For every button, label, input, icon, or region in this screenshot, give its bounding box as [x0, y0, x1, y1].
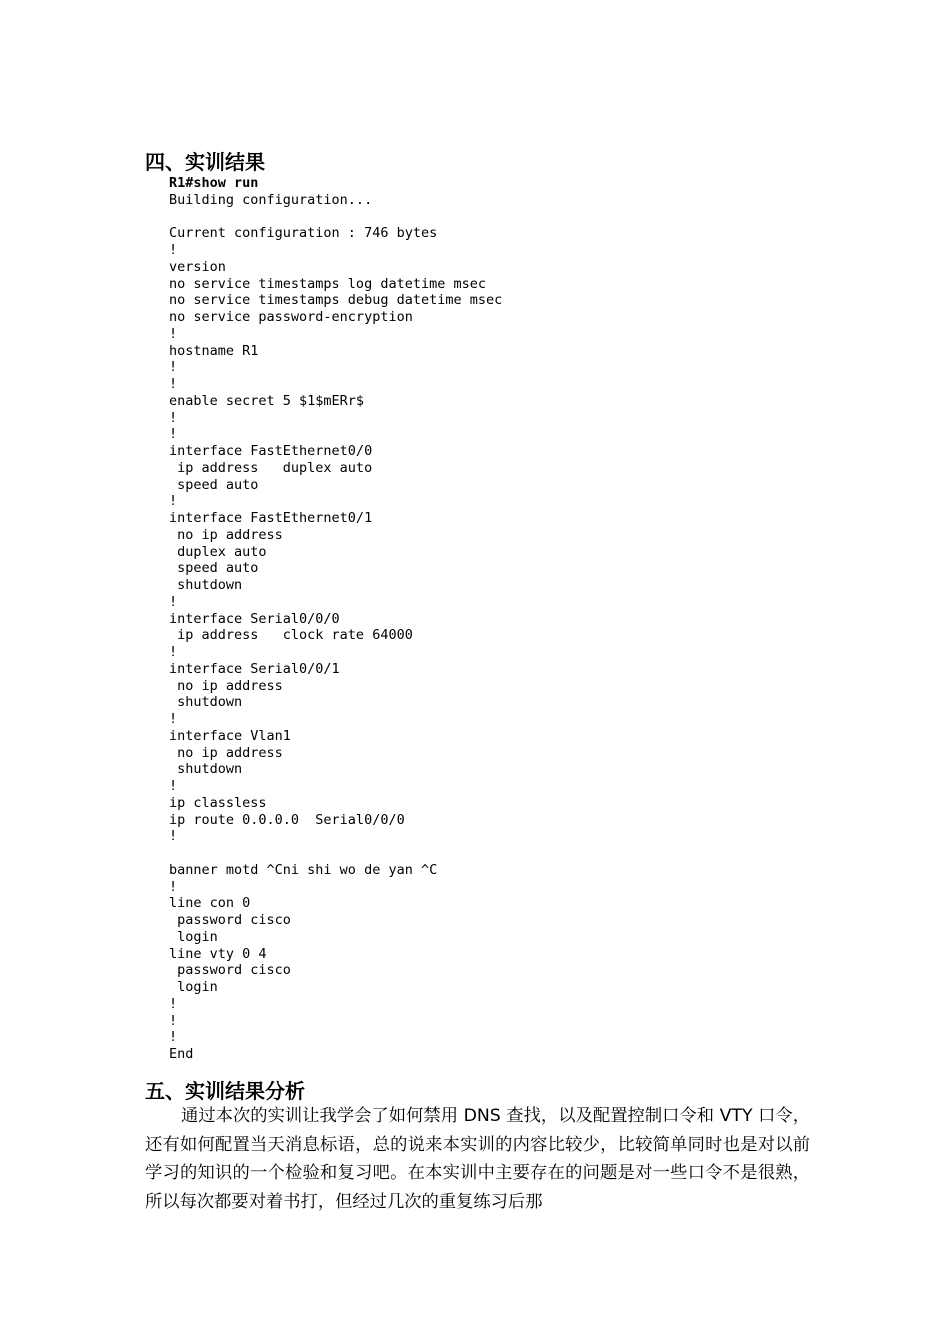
config-line: shutdown: [169, 694, 243, 711]
config-line: no ip address: [169, 526, 283, 543]
config-line: !: [169, 359, 178, 376]
config-line: duplex auto: [169, 543, 267, 560]
config-line: ip address clock rate 64000: [169, 627, 413, 644]
config-line: Current configuration : 746 bytes: [169, 225, 438, 242]
config-line: no service password-encryption: [169, 309, 413, 325]
config-line: login: [169, 979, 218, 995]
config-line: interface FastEthernet0/1: [169, 510, 373, 526]
config-line: !: [169, 644, 178, 660]
config-line: speed auto: [169, 476, 259, 493]
config-line: interface FastEthernet0/0: [169, 443, 373, 459]
config-line: !: [169, 1029, 178, 1046]
config-line: Building configuration...: [169, 191, 373, 208]
config-line: ip route 0.0.0.0 Serial0/0/0: [169, 811, 405, 828]
config-line: login: [169, 928, 218, 945]
config-line: banner motd ^Cni shi wo de yan ^C: [169, 861, 438, 878]
config-line: !: [169, 878, 178, 895]
config-line: interface Serial0/0/1: [169, 660, 340, 677]
config-line: password cisco: [169, 912, 291, 928]
config-line: End: [169, 1046, 194, 1062]
config-line: no service timestamps log datetime msec: [169, 275, 486, 292]
config-line: no ip address: [169, 677, 283, 694]
config-line: password cisco: [169, 962, 291, 979]
command-prompt-line: R1#show run: [169, 175, 259, 191]
config-line: version: [169, 258, 226, 275]
config-line: interface Serial0/0/0: [169, 610, 340, 627]
config-line: !: [169, 593, 178, 610]
config-line: !: [169, 778, 178, 794]
config-line: enable secret 5 $1$mERr$: [169, 392, 365, 409]
config-line: line vty 0 4: [169, 945, 267, 962]
config-line: !: [169, 409, 178, 426]
config-line: ip address duplex auto: [169, 459, 373, 476]
config-line: shutdown: [169, 761, 243, 778]
config-line: !: [169, 711, 178, 727]
section-heading-results: 四、实训结果: [145, 150, 265, 174]
config-line: !: [169, 376, 178, 392]
config-line: no ip address: [169, 744, 283, 761]
config-line: speed auto: [169, 560, 259, 577]
config-line: !: [169, 1012, 178, 1029]
config-line: !: [169, 242, 178, 258]
config-line: line con 0: [169, 895, 251, 912]
config-line: interface Vlan1: [169, 727, 291, 744]
config-line: ip classless: [169, 794, 267, 811]
config-line: [169, 845, 502, 862]
analysis-paragraph: 通过本次的实训让我学会了如何禁用 DNS 查找，以及配置控制口令和 VTY 口令，还有如何配置当天消息标语，总的说来本实训的内容比较少，比较简单同时也是对以前学习的知识的一个检验和复习吧。在本实训中主要存在的问题是对一些口令不是很熟，所以每次都要对着书打，但经过几次的重复练习后那: [145, 1106, 810, 1212]
config-line: !: [169, 995, 178, 1012]
config-line: shutdown: [169, 577, 243, 593]
section-heading-analysis: 五、实训结果分析: [145, 1079, 305, 1103]
config-line: !: [169, 325, 178, 342]
config-line: !: [169, 828, 178, 845]
config-line: !: [169, 493, 178, 510]
config-line: [169, 209, 502, 226]
config-line: hostname R1: [169, 342, 259, 359]
config-line: !: [169, 426, 178, 443]
config-line: no service timestamps debug datetime msec: [169, 292, 503, 309]
router-config-output: [169, 175, 502, 1063]
